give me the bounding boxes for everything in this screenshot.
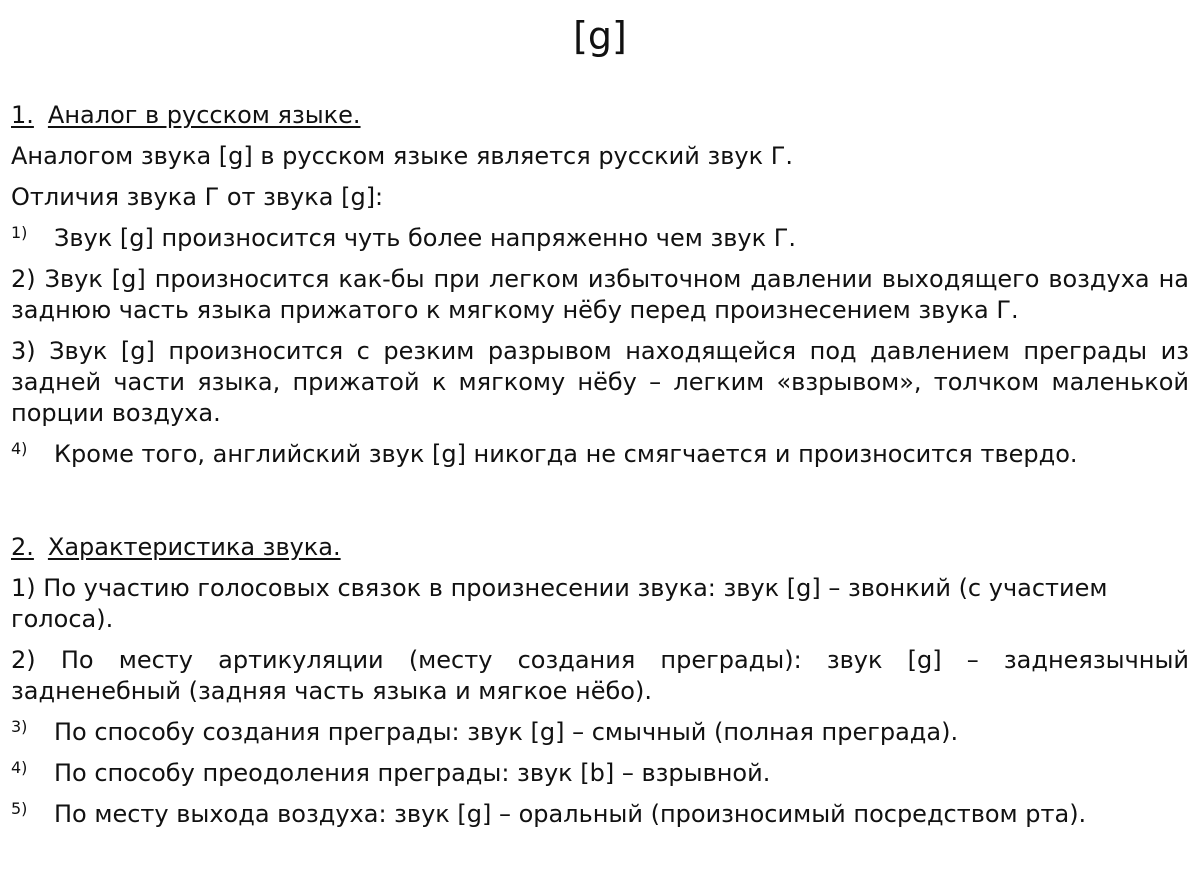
section-heading-characteristics: [11, 532, 1189, 563]
list-item-text: Звук [g] произносится чуть более напряженно чем звук Г.: [54, 224, 796, 252]
document-page: [0, 14, 1200, 884]
section-title: Характеристика звука.: [47, 533, 341, 561]
list-item-text: По способу создания преграды: звук [g] – смычный (полная преграда).: [54, 718, 959, 746]
list-item-number: 1): [11, 574, 36, 602]
list-item: [11, 336, 1189, 429]
list-item-text: По способу преодоления преграды: звук [b] – взрывной.: [54, 759, 771, 787]
list-item: [11, 573, 1189, 635]
list-item: [11, 439, 1189, 470]
list-item: [11, 758, 1189, 789]
section-analog: [11, 100, 1189, 470]
list-item-number: 1): [11, 223, 28, 242]
list-item-text: По месту артикуляции (месту создания преграды): звук [g] – заднеязычный задненебный (задняя часть языка и мягкое нёбо).: [11, 646, 1189, 705]
list-item-text: По участию голосовых связок в произнесении звука: звук [g] – звонкий (с участием голоса).: [11, 574, 1108, 633]
list-item: [11, 264, 1189, 326]
list-item-number: 2): [11, 265, 36, 293]
list-item: [11, 717, 1189, 748]
page-title: [g]: [573, 14, 627, 58]
list-item-number: 3): [11, 717, 28, 736]
list-item-text: Звук [g] произносится с резким разрывом находящейся под давлением преграды из задней части языка, прижатой к мягкому нёбу – легким «взрывом», толчком маленькой порции воздуха.: [11, 337, 1189, 427]
list-item: [11, 223, 1189, 254]
list-item: [11, 799, 1189, 830]
analog-intro: Аналогом звука [g] в русском языке является русский звук Г.: [11, 142, 793, 170]
section-characteristics: [11, 532, 1189, 830]
section-number: 2.: [11, 533, 34, 561]
differences-heading: Отличия звука Г от звука [g]:: [11, 183, 384, 211]
section-title: Аналог в русском языке.: [47, 101, 361, 129]
list-item-text: Звук [g] произносится как-бы при легком избыточном давлении выходящего воздуха на заднюю часть языка прижатого к мягкому нёбу перед произнесением звука Г.: [11, 265, 1189, 324]
list-item-number: 4): [11, 439, 28, 458]
list-item-number: 2): [11, 646, 36, 674]
list-item-text: Кроме того, английский звук [g] никогда не смягчается и произносится твердо.: [54, 440, 1078, 468]
list-item-number: 3): [11, 337, 36, 365]
list-item-number: 5): [11, 799, 28, 818]
list-item-number: 4): [11, 758, 28, 777]
section-number: 1.: [11, 101, 34, 129]
list-item: [11, 645, 1189, 707]
list-item-text: По месту выхода воздуха: звук [g] – оральный (произносимый посредством рта).: [54, 800, 1087, 828]
section-heading-analog: [11, 100, 1189, 131]
